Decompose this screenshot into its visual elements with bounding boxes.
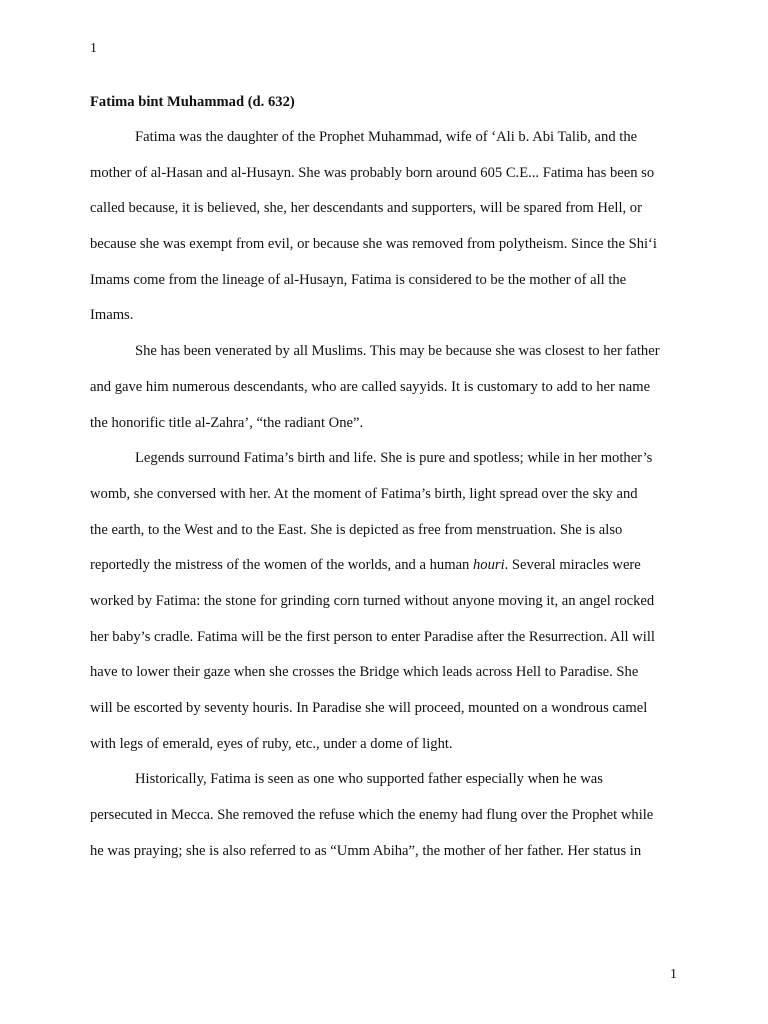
paragraph-line: and gave him numerous descendants, who are called sayyids. It is customary to add to her name: [90, 378, 651, 395]
paragraph-line: with legs of emerald, eyes of ruby, etc., under a dome of light.: [90, 735, 453, 752]
paragraph-3: [90, 441, 680, 762]
paragraph-line: Imams come from the lineage of al-Husayn, Fatima is considered to be the mother of all the: [90, 271, 627, 288]
paragraph-line: mother of al-Hasan and al-Husayn. She was probably born around 605 C.E... Fatima has been so: [90, 164, 655, 181]
paragraph-line: Imams.: [90, 307, 134, 324]
paragraph-line: persecuted in Mecca. She removed the refuse which the enemy had flung over the Prophet while: [90, 807, 654, 824]
houri-italic-term: houri: [473, 557, 505, 574]
paragraph-line: worked by Fatima: the stone for grinding corn turned without anyone moving it, an angel rocked: [90, 592, 655, 609]
paragraph-line: womb, she conversed with her. At the moment of Fatima’s birth, light spread over the sky and: [90, 485, 638, 502]
paragraph-line: her baby’s cradle. Fatima will be the first person to enter Paradise after the Resurrection. All will: [90, 628, 655, 645]
paragraph-line-houri: [90, 548, 680, 584]
paragraph-line: he was praying; she is also referred to as “Umm Abiha”, the mother of her father. Her status in: [90, 842, 642, 859]
paragraph-line: Legends surround Fatima’s birth and life. She is pure and spotless; while in her mother’s: [135, 450, 653, 467]
paragraph-line: Historically, Fatima is seen as one who supported father especially when he was: [135, 771, 603, 788]
paragraph-line: Fatima was the daughter of the Prophet Muhammad, wife of ‘Ali b. Abi Talib, and the: [135, 129, 638, 145]
document-body: [90, 120, 680, 869]
houri-line-before: reportedly the mistress of the women of the worlds, and a human: [90, 557, 473, 574]
paragraph-line: the earth, to the West and to the East. She is depicted as free from menstruation. She is also: [90, 521, 623, 538]
paragraph-line: have to lower their gaze when she crosses the Bridge which leads across Hell to Paradise. She: [90, 664, 639, 681]
houri-line-after: . Several miracles were: [504, 557, 641, 574]
document-title: Fatima bint Muhammad (d. 632): [90, 94, 295, 110]
paragraph-1: [90, 120, 680, 334]
page-number-top: 1: [90, 41, 97, 56]
paragraph-line: will be escorted by seventy houris. In Paradise she will proceed, mounted on a wondrous camel: [90, 700, 648, 716]
paragraph-line: She has been venerated by all Muslims. This may be because she was closest to her father: [135, 343, 660, 360]
paragraph-4: [90, 762, 680, 869]
paragraph-line: called because, it is believed, she, her descendants and supporters, will be spared from Hell, or: [90, 200, 642, 217]
paragraph-line: because she was exempt from evil, or because she was removed from polytheism. Since the Shi‘i: [90, 236, 657, 253]
paragraph-2: [90, 334, 680, 441]
page-number-bottom: 1: [670, 967, 677, 982]
paragraph-line: the honorific title al-Zahra’, “the radiant One”.: [90, 414, 364, 431]
